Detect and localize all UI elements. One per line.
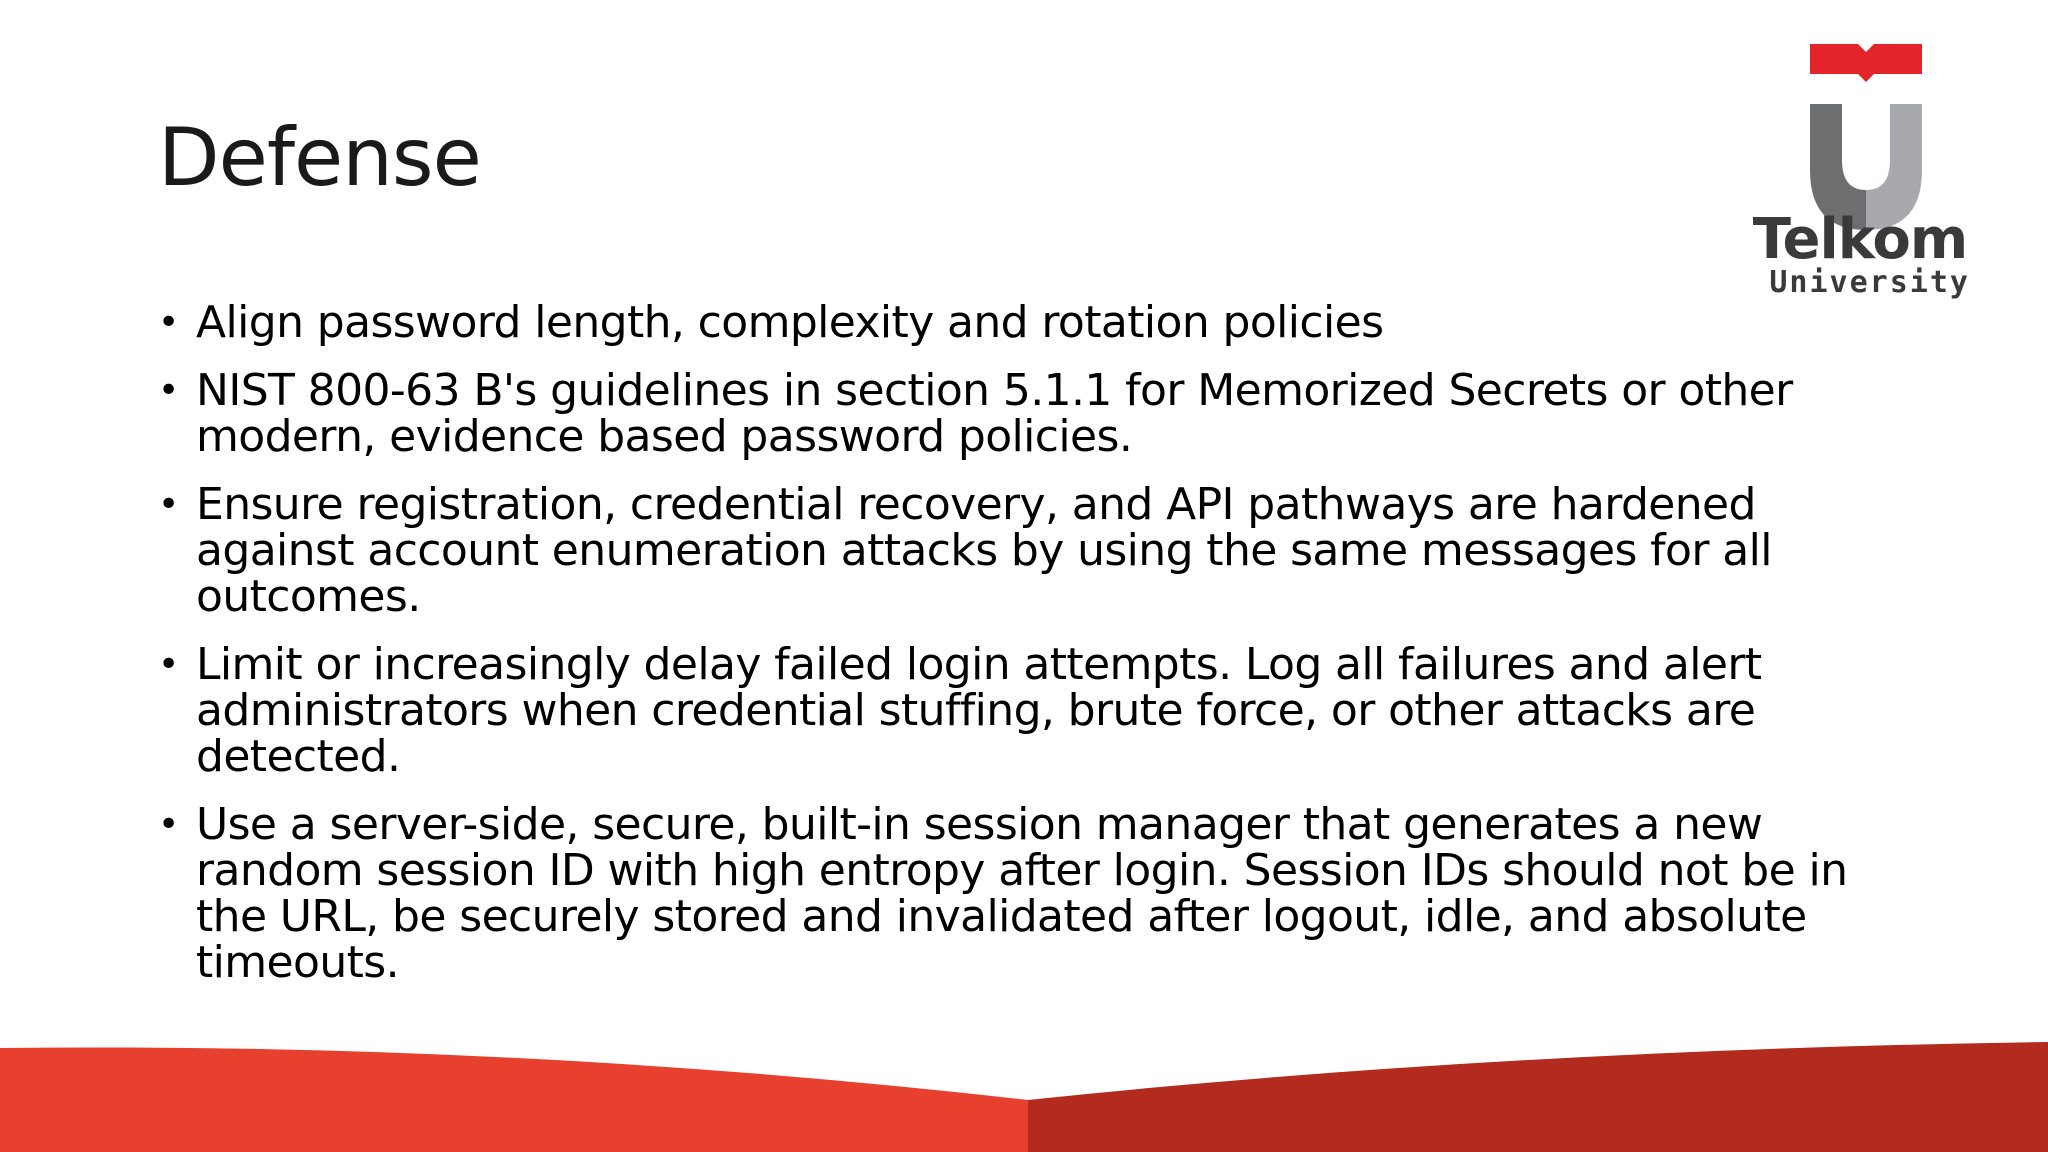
bullet-text: Limit or increasingly delay failed login attempts. Log all failures and alert administrators when credential stuffing, brute force, or other attacks are detected. <box>196 639 1762 782</box>
footer-band-left <box>0 1047 1028 1152</box>
bullet-text: Ensure registration, credential recovery, and API pathways are hardened against account enumeration attacks by using the same messages for all outcomes. <box>196 479 1772 622</box>
bullet-text: NIST 800-63 B's guidelines in section 5.1.1 for Memorized Secrets or other modern, evidence based password policies. <box>196 365 1793 462</box>
bullet-item <box>158 799 1898 988</box>
footer-band <box>0 1030 2048 1152</box>
bullet-text: Use a server-side, secure, built-in session manager that generates a new random session ID with high entropy after login. Session IDs should not be in the URL, be securely stored and invalidated after logout, idle, and absolute timeouts. <box>196 799 1848 988</box>
bullet-item <box>158 297 1898 348</box>
logo-subtitle: University <box>1769 265 1970 300</box>
bullet-dot: • <box>158 370 179 411</box>
bullet-dot: • <box>158 302 179 343</box>
bullet-dot: • <box>158 804 179 845</box>
bullet-dot: • <box>158 484 179 525</box>
bullet-dot: • <box>158 644 179 685</box>
footer-band-right <box>1028 1042 2048 1152</box>
bullet-item <box>158 479 1898 622</box>
logo-wordmark: Telkom <box>1752 207 1968 272</box>
bullet-item <box>158 365 1898 462</box>
bullet-item <box>158 639 1898 782</box>
slide-title: Defense <box>158 111 481 204</box>
bullet-list <box>158 297 1898 1008</box>
bullet-text: Align password length, complexity and rotation policies <box>196 297 1384 348</box>
logo-red-mark <box>1810 44 1922 82</box>
